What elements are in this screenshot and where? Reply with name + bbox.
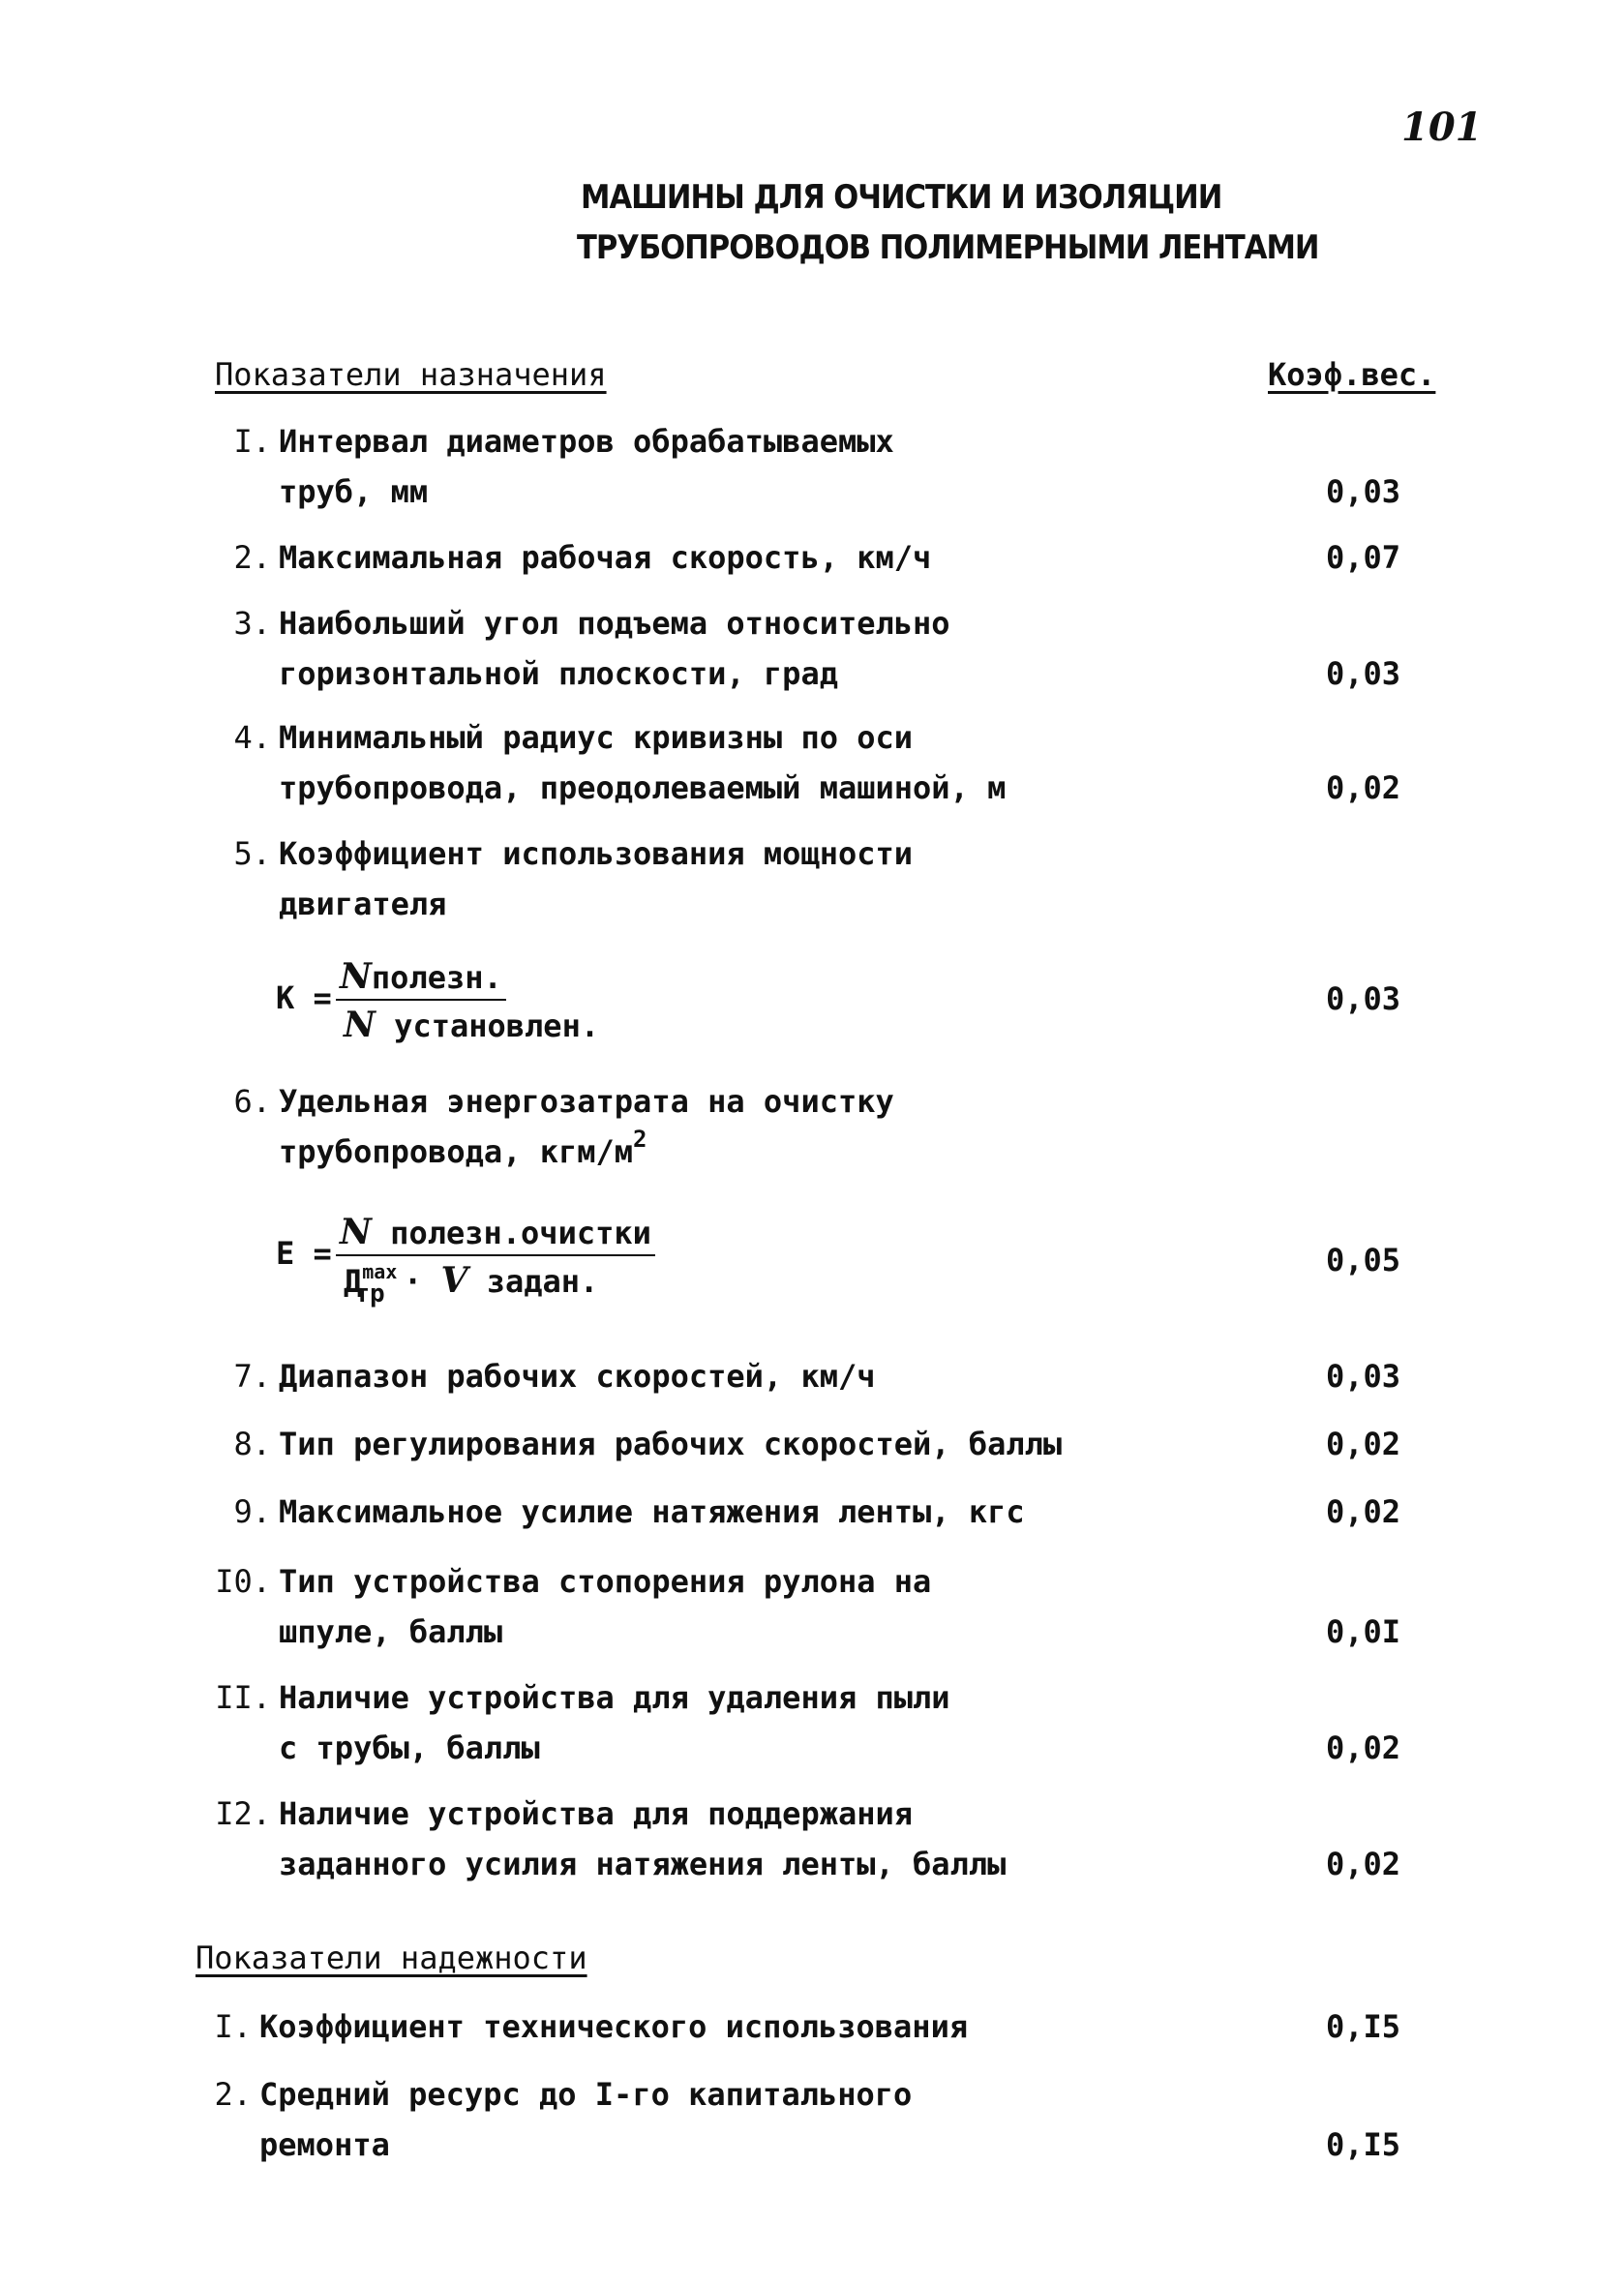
item-number: 2. [233,539,271,576]
power-symbol: N [344,1005,376,1045]
item-number: 3. [233,605,271,642]
item-number: I. [214,2008,252,2045]
page-number: 101 [1401,105,1483,150]
item-text-line: Тип устройства стопорения рулона на [279,1563,932,1600]
item-number: 9. [233,1493,271,1530]
formula-lhs: К = [276,979,332,1016]
item-text-line [279,1127,1285,1180]
item-coefficient: 0,07 [1326,539,1401,576]
item-coefficient: 0,03 [1326,980,1401,1017]
formula-denominator [344,1005,599,1045]
item-coefficient: 0,I5 [1326,2126,1401,2163]
item-text-line: Максимальная рабочая скорость, км/ч [279,539,932,576]
item-number: I. [233,423,271,460]
velocity-symbol: V [440,1260,468,1301]
title-line-1: МАШИНЫ ДЛЯ ОЧИСТКИ И ИЗОЛЯЦИИ [581,178,1222,217]
item-text-line: Максимальное усилие натяжения ленты, кгс [279,1493,1025,1530]
max-superscript: max [362,1260,398,1283]
title-line-2: ТРУБОПРОВОДОВ ПОЛИМЕРНЫМИ ЛЕНТАМИ [577,228,1319,267]
item-text-line: Минимальный радиус кривизны по оси [279,719,914,756]
item-text-line: Наличие устройства для поддержания [279,1795,914,1832]
item-text-line: с трубы, баллы [279,1730,540,1766]
denominator-text: задан. [486,1263,599,1300]
item-text-line: Наличие устройства для удаления пыли [279,1679,950,1716]
purpose-heading: Показатели назначения [215,356,607,393]
formula-denominator [344,1260,599,1308]
multiply-dot: · [403,1263,423,1300]
item-coefficient: 0,02 [1326,769,1401,806]
item-text-line: Удельная энергозатрата на очистку [279,1083,894,1120]
document-title [577,172,1319,273]
numerator-text: полезн.очистки [390,1215,651,1251]
item-number: 8. [233,1426,271,1462]
item-coefficient: 0,02 [1326,1493,1401,1530]
item-text-line: Наибольший угол подъема относительно [279,605,950,642]
numerator-text: полезн. [371,959,502,996]
item-number: I0. [215,1563,271,1600]
tr-subscript: тр [354,1279,385,1308]
item-text-line: заданного усилия натяжения ленты, баллы [279,1846,1007,1882]
item-coefficient: 0,02 [1326,1730,1401,1766]
item-coefficient: 0,02 [1326,1846,1401,1882]
reliability-heading: Показатели надежности [195,1940,587,1976]
item-text-line: Средний ресурс до I-го капитального [259,2076,913,2113]
item-text-line: горизонтальной плоскости, град [279,655,838,692]
item-text-line: Коэффициент технического использования [259,2008,969,2045]
item-text-line: труб, мм [279,473,429,510]
diameter-symbol: Д [344,1263,363,1300]
item-text-line: шпуле, баллы [279,1613,503,1650]
item-number: 2. [214,2076,252,2113]
item-number: 5. [233,835,271,872]
item-text-line: Тип регулирования рабочих скоростей, баллы [279,1426,1063,1462]
item-text-line: трубопровода, преодолеваемый машиной, м [279,769,1007,806]
item-number: 6. [233,1083,271,1120]
item-coefficient: 0,0I [1326,1613,1401,1650]
item-coefficient: 0,03 [1326,1358,1401,1395]
item-text-part: трубопровода, кгм/м [279,1133,634,1170]
formula-lhs: Е = [276,1235,332,1272]
item-text-line: Коэффициент использования мощности [279,835,914,872]
item-coefficient: 0,05 [1326,1242,1401,1278]
formula-numerator [336,956,506,1001]
item-number: 7. [233,1358,271,1395]
item-text-line: Диапазон рабочих скоростей, км/ч [279,1358,876,1395]
denominator-text: установлен. [394,1008,600,1044]
superscript: 2 [633,1126,647,1153]
coef-heading: Коэф.вес. [1268,356,1436,393]
item-coefficient: 0,02 [1326,1426,1401,1462]
item-text-line: двигателя [279,886,447,922]
item-number: 4. [233,719,271,756]
item-number: II. [215,1679,271,1716]
item-coefficient: 0,03 [1326,655,1401,692]
item-coefficient: 0,03 [1326,473,1401,510]
item-text-line: Интервал диаметров обрабатываемых [279,423,894,460]
formula-numerator [336,1212,655,1256]
power-symbol: N [340,1212,372,1252]
item-text-line: ремонта [259,2126,390,2163]
item-number: I2. [215,1795,271,1832]
item-coefficient: 0,I5 [1326,2008,1401,2045]
power-symbol: N [340,956,372,997]
